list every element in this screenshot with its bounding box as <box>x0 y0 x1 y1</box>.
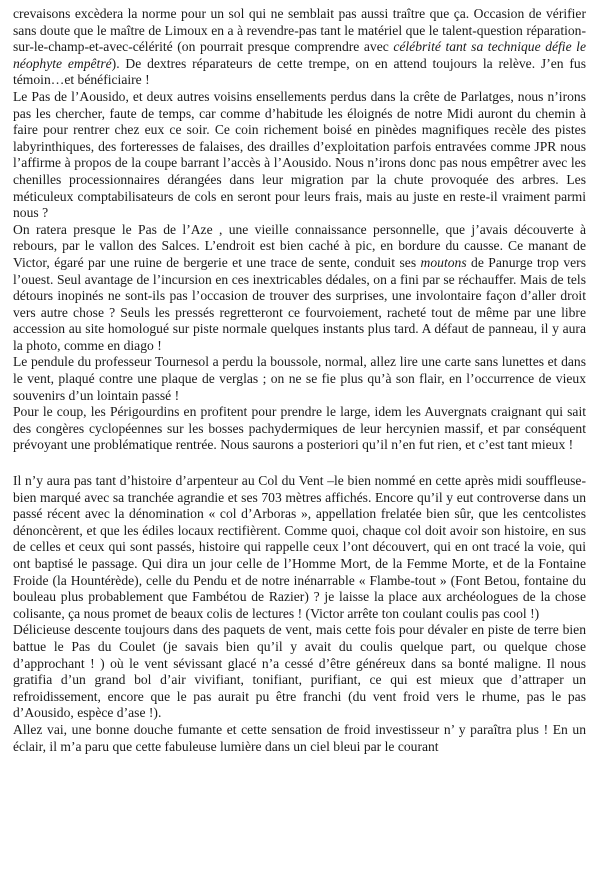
text-run: Le pendule du professeur Tournesol a perdu la boussole, normal, allez lire une carte sans lunettes et dans le vent, plaqué contre une plaque de verglas ; on ne se fie plus qu’à son flair, en l’occurrence de vieux souvenirs d’un lointain passé ! <box>13 354 586 403</box>
paragraph-col-du-vent <box>13 473 586 622</box>
paragraph-douche-fumante <box>13 722 586 755</box>
italic-text: moutons <box>420 254 467 270</box>
text-run: Le Pas de l’Aousido, et deux autres voisins ensellements perdus dans la crête de Parlatges, nous n’irons pas les chercher, faute de temps, car comme d’habitude les éloignés de notre Midi auront du chemin à faire pour rentrer chez eux ce soir. Ce coin richement boisé en pinèdes magnifiques recèle des pistes labyrinthiques, des forteresses de falaises, des drailles d’exploitation parfois entravées comme JPR nous l’affirme à propos de la coupe barrant l’accès à l’Aousido. Nous n’irons donc pas nous empêtrer avec les chenilles processionnaires dérangées dans leur migration par la chute provoquée des arbres. Les méticuleux comptabilisateurs de cols en seront pour leurs frais, mais au juste en reste-il vraiment parmi nous ? <box>13 88 586 221</box>
paragraph-pas-de-l-aousido <box>13 89 586 222</box>
text-run: ). De dextres réparateurs de cette trempe, on en attend toujours la relève. J’en fus témoin…et bénéficiaire ! <box>13 55 586 88</box>
paragraph-perigourdins <box>13 404 586 454</box>
paragraph-professeur-tournesol <box>13 354 586 404</box>
paragraph-gap <box>13 454 586 473</box>
paragraph-pas-du-coulet <box>13 622 586 722</box>
paragraph-pas-de-l-aze <box>13 222 586 355</box>
paragraph-repair-anecdote <box>13 6 586 89</box>
text-run: crevaisons excèdera la norme pour un sol qui ne semblait pas aussi traître que ça. Occasion de vérifier sans doute que le maître de Limoux en a à revendre-pas tant le matériel que le talent-question réparation-sur-le-champ-et-avec-célérité (on pourrait presque comprendre avec <box>13 6 586 55</box>
text-run: On ratera presque le Pas de l’Aze , une vieille connaissance personnelle, que j’avais découverte à rebours, par le vallon des Salces. L’endroit est bien caché à pic, en bordure du causse. Ce manant de Victor, égaré par une ruine de bergerie et une trace de sente, conduit ses <box>13 221 586 270</box>
text-run: de Panurge trop vers l’ouest. Seul avantage de l’incursion en ces inextricables dédales, on a fini par se réchauffer. Mais de tels détours inopinés ne sont-ils pas l’occasion de trouver des surprises, une involontaire façon d’aller droit vers autre chose ? Seuls les pressés regretteront ce fourvoiement, racheté tout de même par une libre accession au site homologué sur piste normale quelques instants plus tard. A défaut de panneau, il y aura la photo, comme en diago ! <box>13 254 586 353</box>
text-run: Délicieuse descente toujours dans des paquets de vent, mais cette fois pour dévaler en piste de terre bien battue le Pas du Coulet (je savais bien qu’il y avait du coulis quelque part, ou quelque chose d’approchant ! ) où le vent sévissant glacé n’a cessé d’être généreux dans sa bonté maligne. Il nous gratifia d’un grand bol d’air vivifiant, tonifiant, purifiant, ce qui est mieux que d’attraper un refroidissement, encore que le pas aurait pu être franchi (du vent froid vers le rhume, pas le pas d’Aousido, espèce d’ase !). <box>13 622 586 721</box>
text-run: Il n’y aura pas tant d’histoire d’arpenteur au Col du Vent –le bien nommé en cette après midi souffleuse- bien marqué avec sa tranchée agrandie et ses 703 mètres affichés. Encore qu’il y eut controverse dans un passé récent avec la dénomination « col d’Arboras », appellation frelatée bien sûr, que les centcolistes dénoncèrent, et que les édiles locaux rectifièrent. Comme quoi, chaque col doit avoir son histoire, en sus de celles et ceux qui sont passés, histoire qui rappelle ceux l’ont découvert, qui en ont tracé la voie, qui ont baptisé le passage. Qui dira un jour celle de l’Homme Mort, de la Femme Morte, et de la Fontaine Froide (la Hountérède), celle du Pendu et de notre inénarrable « Flambe-tout » (Font Betou, fontaine du bouleau plus probablement que Fambétou de Razier) ? je laisse la place aux archéologues de la chose colisante, ça nous promet de beaux colis de lectures ! (Victor arrête ton coulant coulis pas cool !) <box>13 473 586 621</box>
italic-text: célébrité tant sa technique défie le néophyte empêtré <box>13 39 586 71</box>
text-run: Pour le coup, les Périgourdins en profitent pour prendre le large, idem les Auvergnats craignant qui sait des congères cyclopéennes sur les bosses pachydermiques de leur hercynien massif, et par conséquent prévoyant une problématique rentrée. Nous saurons a posteriori qu’il n’en fut rien, et c’est tant mieux ! <box>13 404 586 453</box>
text-run: Allez vai, une bonne douche fumante et cette sensation de froid investisseur n’ y paraîtra plus ! En un éclair, il m’a paru que cette fabuleuse lumière dans un ciel bleui par le courant <box>13 721 586 754</box>
